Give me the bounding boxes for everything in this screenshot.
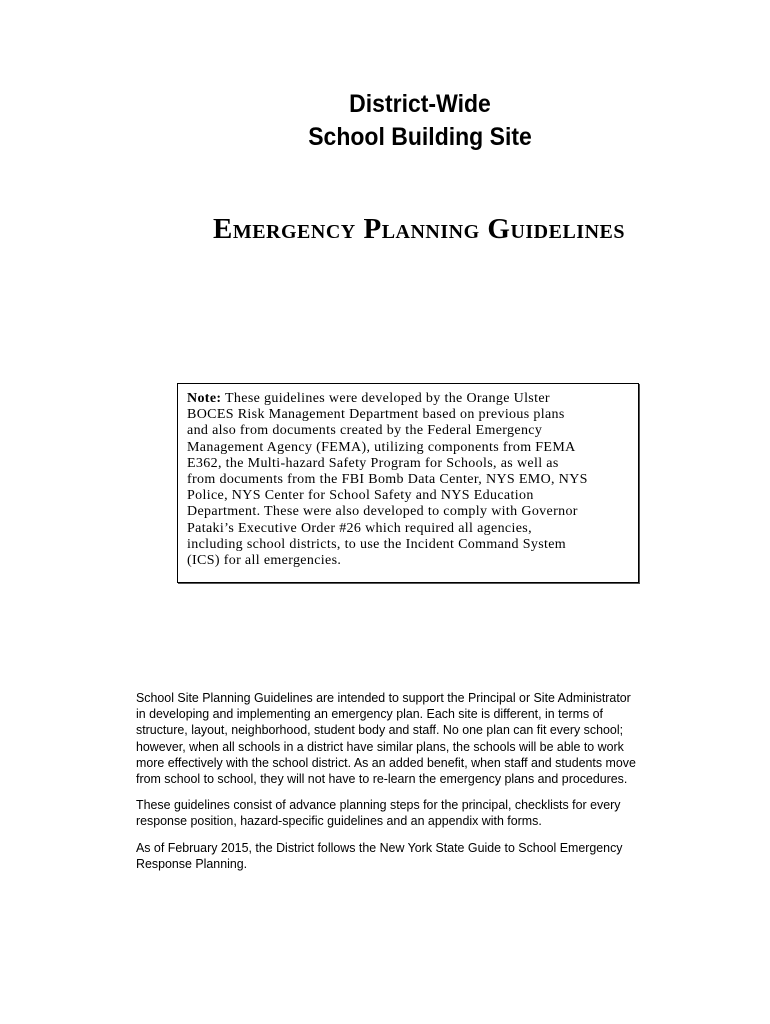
paragraph-contents: [136, 797, 736, 829]
paragraph-line: from school to school, they will not have to re-learn the emergency plans and procedures.: [136, 771, 628, 787]
paragraph-line: As of February 2015, the District follows the New York State Guide to School Emergency: [136, 839, 623, 855]
title-line-1: District-Wide: [349, 90, 491, 118]
note-line: including school districts, to use the Incident Command System: [187, 536, 567, 552]
paragraph-line: in developing and implementing an emergency plan. Each site is different, in terms of: [136, 706, 603, 722]
note-line: Management Agency (FEMA), utilizing components from FEMA: [187, 439, 576, 455]
paragraph-update: [136, 840, 736, 872]
paragraph-line: structure, layout, neighborhood, student body and staff. No one plan can fit every school;: [136, 722, 624, 738]
note-line: from documents from the FBI Bomb Data Center, NYS EMO, NYS: [187, 472, 588, 488]
note-line: [187, 391, 638, 407]
note-line: (ICS) for all emergencies.: [187, 553, 342, 569]
note-line: E362, the Multi-hazard Safety Program for Schools, as well as: [187, 455, 559, 471]
note-line: Pataki’s Executive Order #26 which required all agencies,: [187, 520, 532, 536]
paragraph-line: more effectively with the school district. As an added benefit, when staff and students move: [136, 754, 636, 770]
paragraph-line: These guidelines consist of advance planning steps for the principal, checklists for every: [136, 797, 621, 813]
paragraph-intro: [136, 690, 736, 787]
paragraph-line: School Site Planning Guidelines are intended to support the Principal or Site Administrator: [136, 690, 631, 705]
section-heading: Emergency Planning Guidelines: [213, 213, 625, 245]
note-line: Department. These were also developed to comply with Governor: [187, 504, 578, 520]
note-line: and also from documents created by the Federal Emergency: [187, 423, 543, 439]
paragraph-line: however, when all schools in a district have similar plans, the schools will be able to work: [136, 738, 624, 754]
body-text: [136, 690, 736, 882]
note-line: Police, NYS Center for School Safety and NYS Education: [187, 488, 534, 504]
note-line: BOCES Risk Management Department based on previous plans: [187, 407, 565, 423]
document-title: [34, 88, 770, 154]
note-label: Note:: [187, 391, 222, 406]
paragraph-line: Response Planning.: [136, 855, 248, 871]
paragraph-line: response position, hazard-specific guidelines and an appendix with forms.: [136, 813, 542, 829]
note-line-text: These guidelines were developed by the Orange Ulster: [221, 391, 550, 406]
note-box: [177, 383, 639, 583]
title-line-2: School Building Site: [308, 123, 532, 151]
